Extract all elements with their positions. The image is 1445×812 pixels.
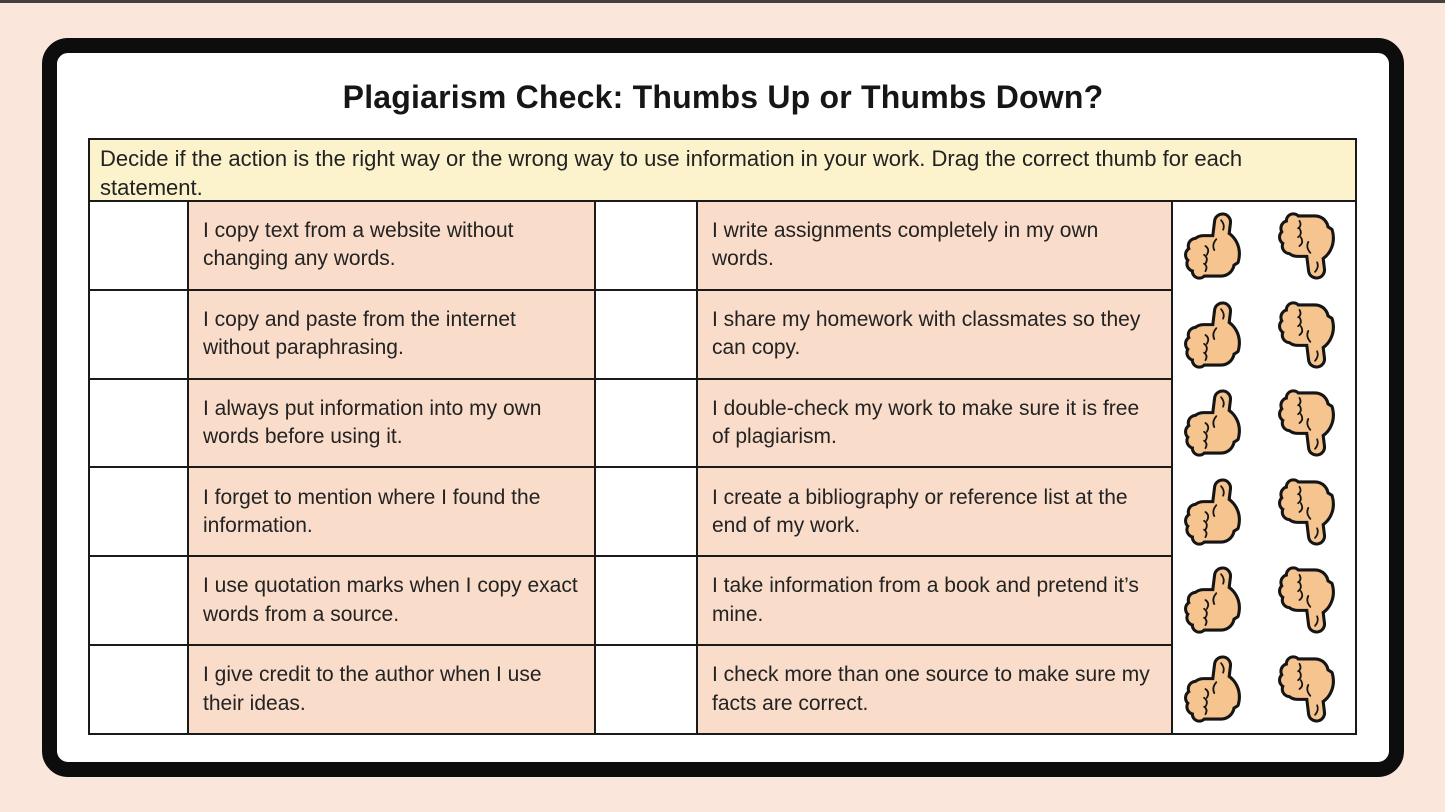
thumbs-down-icon[interactable] [1277,300,1345,370]
statement-row1-right: I write assignments completely in my own words. [698,202,1173,289]
statement-rows [90,202,1173,733]
thumb-pair-row3 [1173,379,1355,468]
statement-row3-left: I always put information into my own words before using it. [189,380,596,467]
statement-row3-right: I double-check my work to make sure it is free of plagiarism. [698,380,1173,467]
thumb-pair-row6 [1173,645,1355,734]
table-row [90,557,1173,646]
thumb-pair-row2 [1173,291,1355,380]
drop-zone-row4-right[interactable] [596,468,698,555]
thumb-tokens-column [1173,202,1355,733]
drop-zone-row3-right[interactable] [596,380,698,467]
drop-zone-row3-left[interactable] [90,380,189,467]
thumbs-up-icon[interactable] [1183,477,1251,547]
thumbs-up-icon[interactable] [1183,211,1251,281]
thumbs-up-icon[interactable] [1183,565,1251,635]
thumbs-down-icon[interactable] [1277,565,1345,635]
table-row [90,646,1173,733]
statement-row5-left: I use quotation marks when I copy exact words from a source. [189,557,596,644]
drop-zone-row1-left[interactable] [90,202,189,289]
thumbs-down-icon[interactable] [1277,654,1345,724]
table-row [90,291,1173,380]
thumbs-up-icon[interactable] [1183,654,1251,724]
thumbs-down-icon[interactable] [1277,388,1345,458]
window-top-edge [0,0,1445,3]
statement-row1-left: I copy text from a website without changing any words. [189,202,596,289]
worksheet-board [42,38,1404,777]
statement-row6-right: I check more than one source to make sure my facts are correct. [698,646,1173,733]
thumb-pair-row1 [1173,202,1355,291]
drop-zone-row6-right[interactable] [596,646,698,733]
table-row [90,468,1173,557]
thumbs-up-icon[interactable] [1183,300,1251,370]
thumbs-down-icon[interactable] [1277,477,1345,547]
table-row [90,380,1173,469]
drop-zone-row4-left[interactable] [90,468,189,555]
thumb-pair-row4 [1173,468,1355,557]
instruction-box: Decide if the action is the right way or the wrong way to use information in your work. Drag the correct thumb for each statement. [88,138,1357,202]
page-title: Plagiarism Check: Thumbs Up or Thumbs Down? [342,79,1104,115]
statement-row4-right: I create a bibliography or reference list at the end of my work. [698,468,1173,555]
statement-row2-right: I share my homework with classmates so they can copy. [698,291,1173,378]
activity-table [88,200,1357,735]
drop-zone-row5-right[interactable] [596,557,698,644]
drop-zone-row1-right[interactable] [596,202,698,289]
thumbs-down-icon[interactable] [1277,211,1345,281]
drop-zone-row2-right[interactable] [596,291,698,378]
drop-zone-row6-left[interactable] [90,646,189,733]
statement-row5-right: I take information from a book and pretend it’s mine. [698,557,1173,644]
drop-zone-row5-left[interactable] [90,557,189,644]
statement-row6-left: I give credit to the author when I use their ideas. [189,646,596,733]
statement-row4-left: I forget to mention where I found the information. [189,468,596,555]
thumbs-up-icon[interactable] [1183,388,1251,458]
thumb-pair-row5 [1173,556,1355,645]
drop-zone-row2-left[interactable] [90,291,189,378]
table-row [90,202,1173,291]
statement-row2-left: I copy and paste from the internet without paraphrasing. [189,291,596,378]
